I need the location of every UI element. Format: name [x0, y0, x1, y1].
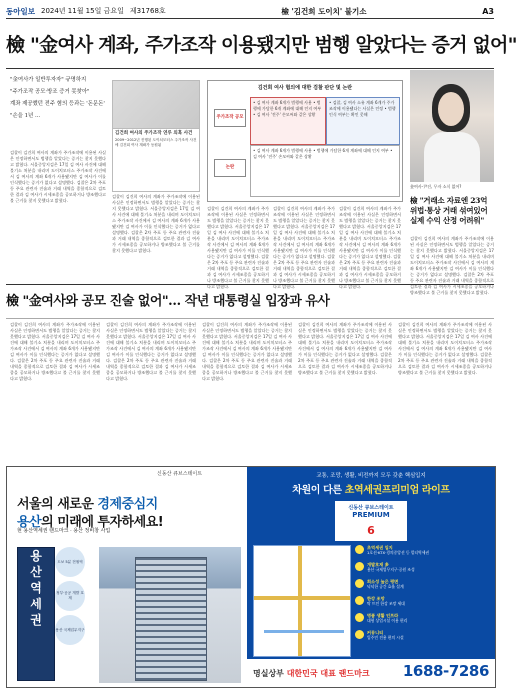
- divider: [6, 68, 494, 69]
- diagram-title: 김건희 여사 혐의에 대한 검찰 판단 및 논란: [257, 85, 353, 91]
- ad-logo-premium: PREMIUM: [352, 511, 390, 519]
- ad-landmark-b: 대한민국 대표 랜드마크: [286, 669, 370, 678]
- ad-phone-number[interactable]: 1688-7286: [402, 662, 489, 680]
- feature-title: 초역세권 입지: [367, 545, 393, 550]
- ad-feature: [355, 545, 491, 560]
- diagram-chip-1: 주가조작 공모: [214, 109, 246, 127]
- ad-bubbles: [55, 547, 91, 649]
- info-box-title: 김건희 여사의 주가조작 연루 의혹 사건: [115, 131, 193, 136]
- building-rendering: [99, 547, 241, 683]
- ad-right-title: [247, 481, 495, 496]
- article2-column-4: 검찰이 김건희 여사의 계좌가 주가조작에 이용된 사실은 인정하면서도 범행을 알았다는 증거는 찾지 못했다고 밝혔다. 서울중앙지검은 17일 김 여사 사건에 대해 불기소 처분을 내리며 도이치모터스 주가조작 사건에서 김 여사의 계좌 6개가 사용됐지만 김 여사가 이를 인식했다는 증거가 없다고 설명했다. 검찰은 2차 주포 등 주요 관련자 진술과 거래 내역을 종합적으로 검토한 결과 김 여사가 시세조종을 공모하거나 방조했다고 볼 근거를 찾지 못했다고 밝혔다.: [298, 322, 392, 375]
- feature-text: 용산 국제업무지구·공원 조성: [367, 567, 415, 572]
- newspaper-logo: 동아일보: [6, 6, 35, 16]
- feature-icon: [355, 545, 364, 554]
- feature-icon: [355, 562, 364, 571]
- ad-logo-number: 6: [367, 524, 375, 537]
- subhead-3: 계좌 제공했던 전주 혐의 등과는 '돈문돈': [10, 101, 105, 107]
- feature-text: 1호선·KTX·경의중앙선 등 멀티역세권: [367, 550, 430, 555]
- ad-tower: [17, 547, 55, 681]
- portrait-caption: 金여사-尹진, 무자 소식 없어?: [410, 184, 462, 189]
- article2-column-5: 검찰이 김건희 여사의 계좌가 주가조작에 이용된 사실은 인정하면서도 범행을 알았다는 증거는 찾지 못했다고 밝혔다. 서울중앙지검은 17일 김 여사 사건에 대해 불기소 처분을 내리며 도이치모터스 주가조작 사건에서 김 여사의 계좌 6개가 사용됐지만 김 여사가 이를 인식했다는 증거가 없다고 설명했다. 검찰은 2차 주포 등 주요 관련자 진술과 거래 내역을 종합적으로 검토한 결과 김 여사가 시세조종을 공모하거나 방조했다고 볼 근거를 찾지 못했다고 밝혔다.: [398, 322, 492, 375]
- issue-number: 제31768호: [129, 7, 166, 15]
- article-column-3: 검찰이 김건희 여사의 계좌가 주가조작에 이용된 사실은 인정하면서도 범행을 알았다는 증거는 찾지 못했다고 밝혔다. 서울중앙지검은 17일 김 여사 사건에 대해 불기소 처분을 내리며 도이치모터스 주가조작 사건에서 김 여사의 계좌 6개가 사용됐지만 김 여사가 이를 인식했다는 증거가 없다고 설명했다. 검찰은 2차 주포 등 주요 관련자 진술과 거래 내역을 종합적으로 검토한 결과 김 여사가 시세조종을 공모하거나 방조했다고 볼 근거를 찾지 못했다고 밝혔다.: [207, 206, 269, 289]
- ad-title-1a: 서울의 새로운: [17, 497, 94, 512]
- subhead-2: "주가조작 공모·방조 증거 못찾아": [10, 89, 90, 95]
- feature-icon: [355, 596, 364, 605]
- ad-feature: [355, 596, 491, 611]
- article2-column-1: 검찰이 김건희 여사의 계좌가 주가조작에 이용된 사실은 인정하면서도 범행을 알았다는 증거는 찾지 못했다고 밝혔다. 서울중앙지검은 17일 김 여사 사건에 대해 불기소 처분을 내리며 도이치모터스 주가조작 사건에서 김 여사의 계좌 6개가 사용됐지만 김 여사가 이를 인식했다는 증거가 없다고 설명했다. 검찰은 2차 주포 등 주요 관련자 진술과 거래 내역을 종합적으로 검토한 결과 김 여사가 시세조종을 공모하거나 방조했다고 볼 근거를 찾지 못했다고 밝혔다.: [10, 322, 100, 381]
- subhead-4: "손을 1년 ...: [10, 113, 41, 119]
- issue-date: 2024년 11월 15일 금요일: [40, 7, 124, 15]
- info-box: [112, 80, 200, 192]
- map-road: [254, 596, 350, 600]
- article2-column-3: 검찰이 김건희 여사의 계좌가 주가조작에 이용된 사실은 인정하면서도 범행을 알았다는 증거는 찾지 못했다고 밝혔다. 서울중앙지검은 17일 김 여사 사건에 대해 불기소 처분을 내리며 도이치모터스 주가조작 사건에서 김 여사의 계좌 6개가 사용됐지만 김 여사가 이를 인식했다는 증거가 없다고 설명했다. 검찰은 2차 주포 등 주요 관련자 진술과 거래 내역을 종합적으로 검토한 결과 김 여사가 시세조종을 공모하거나 방조했다고 볼 근거를 찾지 못했다고 밝혔다.: [202, 322, 292, 381]
- portrait-body: [424, 132, 480, 182]
- ad-tower-char: 권: [30, 613, 42, 627]
- ad-right-title-a: 차원이 다른: [292, 485, 345, 496]
- ad-title-2b: 의 미래에 투자하세요!: [41, 515, 164, 530]
- main-headline: 檢 "金여사 계좌, 주가조작 이용됐지만 범행 알았다는 증거 없어": [6, 34, 517, 56]
- side-article: 검찰이 김건희 여사의 계좌가 주가조작에 이용된 사실은 인정하면서도 범행을 알았다는 증거는 찾지 못했다고 밝혔다. 서울중앙지검은 17일 김 여사 사건에 대해 불기소 처분을 내리며 도이치모터스 주가조작 사건에서 김 여사의 계좌 6개가 사용됐지만 김 여사가 이를 인식했다는 증거가 없다고 설명했다. 검찰은 2차 주포 등 주요 관련자 진술과 거래 내역을 종합적으로 검토한 결과 김 여사가 시세조종을 공모하거나 방조했다고 볼 근거를 찾지 못했다고 밝혔다.: [410, 236, 494, 295]
- divider: [6, 318, 494, 319]
- info-box-caption: [113, 128, 199, 191]
- feature-title: 커뮤니티: [367, 630, 384, 635]
- article-column-5: 검찰이 김건희 여사의 계좌가 주가조작에 이용된 사실은 인정하면서도 범행을 알았다는 증거는 찾지 못했다고 밝혔다. 서울중앙지검은 17일 김 여사 사건에 대해 불기소 처분을 내리며 도이치모터스 주가조작 사건에서 김 여사의 계좌 6개가 사용됐지만 김 여사가 이를 인식했다는 증거가 없다고 설명했다. 검찰은 2차 주포 등 주요 관련자 진술과 거래 내역을 종합적으로 검토한 결과 김 여사가 시세조종을 공모하거나 방조했다고 볼 근거를 찾지 못했다고 밝혔다.: [339, 206, 401, 289]
- location-map: [253, 545, 351, 657]
- subheads: [10, 76, 110, 124]
- ad-tower-char: 용: [30, 549, 42, 563]
- portrait-photo: [410, 70, 494, 182]
- ad-tower-char: 산: [30, 565, 42, 579]
- feature-text: 탁 트인 한강 조망 세대: [367, 601, 405, 606]
- ad-feature: [355, 613, 491, 628]
- diagram-chip-2: 논란: [214, 159, 246, 177]
- ad-brand: 신동산 큐브스테이트: [157, 471, 203, 477]
- second-headline: 檢 "金여사와 공모 진술 없어"… 작년 대통령실 입장과 유사: [6, 294, 330, 309]
- map-road: [298, 546, 302, 656]
- ad-title-1: [17, 493, 158, 512]
- ad-contact-strip: [247, 659, 495, 687]
- feature-title: 한강 조망: [367, 596, 385, 601]
- article-column-1: 검찰이 김건희 여사의 계좌가 주가조작에 이용된 사실은 인정하면서도 범행을 알았다는 증거는 찾지 못했다고 밝혔다. 서울중앙지검은 17일 김 여사 사건에 대해 불기소 처분을 내리며 도이치모터스 주가조작 사건에서 김 여사의 계좌 6개가 사용됐지만 김 여사가 이를 인식했다는 증거가 없다고 설명했다. 검찰은 2차 주포 등 주요 관련자 진술과 거래 내역을 종합적으로 검토한 결과 김 여사가 시세조종을 공모하거나 방조했다고 볼 근거를 찾지 못했다고 밝혔다.: [10, 150, 106, 203]
- ad-bubble: 정부·공공 개발 호재: [55, 581, 85, 611]
- article-column-2: 검찰이 김건희 여사의 계좌가 주가조작에 이용된 사실은 인정하면서도 범행을 알았다는 증거는 찾지 못했다고 밝혔다. 서울중앙지검은 17일 김 여사 사건에 대해 불기소 처분을 내리며 도이치모터스 주가조작 사건에서 김 여사의 계좌 6개가 사용됐지만 김 여사가 이를 인식했다는 증거가 없다고 설명했다. 검찰은 2차 주포 등 주요 관련자 진술과 거래 내역을 종합적으로 검토한 결과 김 여사가 시세조종을 공모하거나 방조했다고 볼 근거를 찾지 못했다고 밝혔다.: [112, 194, 200, 253]
- feature-text: 대형 상업시설 이용 편리: [367, 618, 408, 623]
- divider: [6, 284, 494, 285]
- ad-bubble: 도보 5분 전철역: [55, 547, 85, 577]
- feature-title: 명품 생활 인프라: [367, 613, 399, 618]
- article2-column-2: 검찰이 김건희 여사의 계좌가 주가조작에 이용된 사실은 인정하면서도 범행을 알았다는 증거는 찾지 못했다고 밝혔다. 서울중앙지검은 17일 김 여사 사건에 대해 불기소 처분을 내리며 도이치모터스 주가조작 사건에서 김 여사의 계좌 6개가 사용됐지만 김 여사가 이를 인식했다는 증거가 없다고 설명했다. 검찰은 2차 주포 등 주요 관련자 진술과 거래 내역을 종합적으로 검토한 결과 김 여사가 시세조종을 공모하거나 방조했다고 볼 근거를 찾지 못했다고 밝혔다.: [106, 322, 196, 381]
- diagram-box-2: • 검찰, 김 여사 소유 계좌 6개가 주가조작에 이용됐다는 사실은 인정 • 범행 인식 여부는 확인 못해: [326, 97, 400, 145]
- ad-logo-brand: 신동산 큐브스테이트: [348, 505, 394, 511]
- section-title: 檢 '김건희 도이치' 불기소: [281, 6, 367, 16]
- ad-right-title-b: 초역세권프리미엄 라이프: [344, 485, 450, 496]
- ad-bubble: 용산 국제업무지구: [55, 615, 85, 645]
- ad-title-1b: 경제중심지: [97, 497, 158, 512]
- ad-landmark-a: 명실상부: [253, 669, 287, 678]
- advertisement[interactable]: [6, 466, 496, 688]
- case-diagram: [207, 80, 403, 202]
- ad-right-tagline: 교통, 조망, 생활, 비전까지 모두 갖춘 핵심입지: [316, 473, 426, 479]
- side-headline: 檢 "거래소 자료엔 23억 위법·통상 거래 섞여있어 실제 수익 산정 어려워": [410, 196, 488, 225]
- map-river: [264, 630, 344, 633]
- feature-title: 개발호재 多: [367, 562, 389, 567]
- ad-tower-char: 역: [30, 581, 42, 595]
- ad-logo-badge: [335, 501, 407, 541]
- portrait-face: [438, 92, 464, 126]
- feature-icon: [355, 579, 364, 588]
- page-number: A3: [482, 6, 494, 16]
- ad-left: [7, 467, 247, 687]
- ad-feature: [355, 562, 491, 577]
- ad-landmark-text: [253, 668, 370, 679]
- subhead-1: "金여사가 일반투자자" 규명하지: [10, 77, 87, 83]
- ad-feature: [355, 630, 491, 645]
- ad-feature: [355, 579, 491, 594]
- feature-title: 희소성 높은 평면: [367, 579, 399, 584]
- feature-text: 입주민 전용 편의 시설: [367, 635, 404, 640]
- ad-subtitle: 현 용산역세권 랜드마크 · 용산 정비창 사업: [17, 528, 111, 534]
- article-column-4: 검찰이 김건희 여사의 계좌가 주가조작에 이용된 사실은 인정하면서도 범행을 알았다는 증거는 찾지 못했다고 밝혔다. 서울중앙지검은 17일 김 여사 사건에 대해 불기소 처분을 내리며 도이치모터스 주가조작 사건에서 김 여사의 계좌 6개가 사용됐지만 김 여사가 이를 인식했다는 증거가 없다고 설명했다. 검찰은 2차 주포 등 주요 관련자 진술과 거래 내역을 종합적으로 검토한 결과 김 여사가 시세조종을 공모하거나 방조했다고 볼 근거를 찾지 못했다고 밝혔다.: [273, 206, 335, 289]
- ad-right: [247, 467, 495, 687]
- feature-text: 넉넉한 공간 효율 설계: [367, 584, 404, 589]
- masthead: [6, 4, 494, 19]
- diagram-box-3: • 김 여사 계좌 6개가 범행에 사용 • 범행에 가담한 6개 계좌에 대해 인지 여부 • 김 여사 '전주' 손모씨와 같은 상황: [250, 145, 400, 197]
- info-box-text: 2009~2012년 진행된 도이치모터스 주가조작 사건에 김건희 여사 계좌가 동원됨: [115, 138, 197, 147]
- ad-tower-char: 세: [30, 597, 42, 611]
- ad-title-2a: 용산: [17, 515, 42, 530]
- feature-icon: [355, 613, 364, 622]
- ad-features: [355, 545, 491, 647]
- feature-icon: [355, 630, 364, 639]
- diagram-box-1: • 김 여사 계좌 6개가 범행에 사용 • 범행에 가담한 6개 계좌에 대해 인지 여부 • 김 여사 '전주' 손모씨와 같은 상황: [250, 97, 326, 145]
